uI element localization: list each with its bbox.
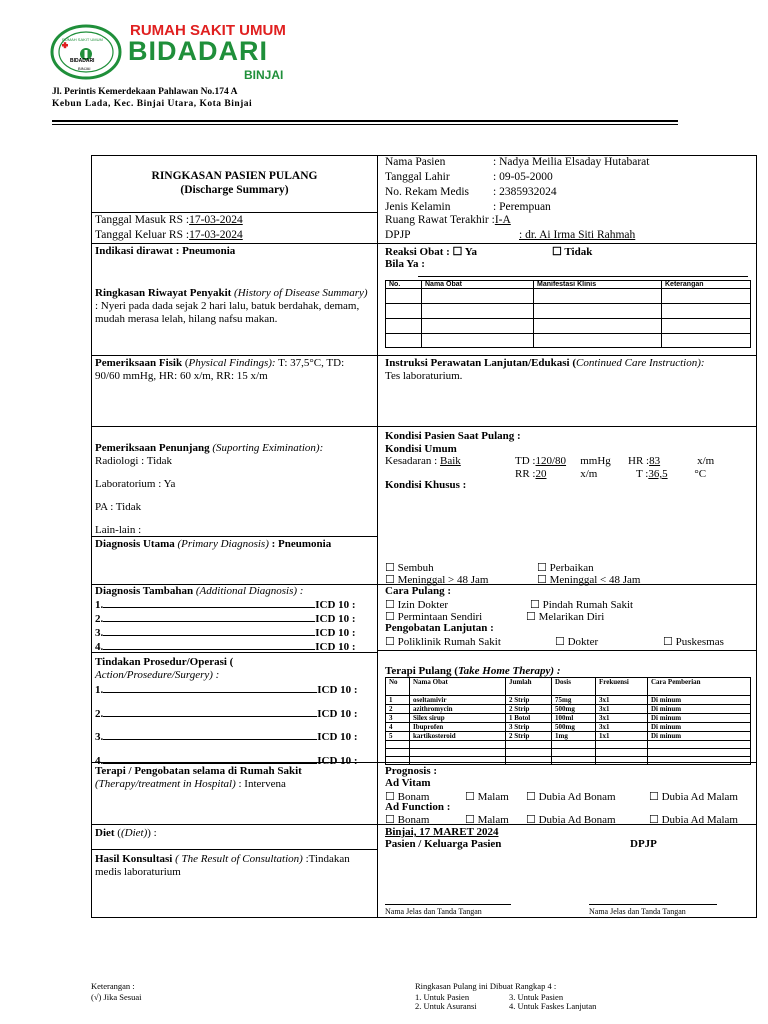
supporting-pa: PA : Tidak <box>95 501 142 513</box>
admit-date-value: 17-03-2024 <box>189 214 243 226</box>
vitam-bonam[interactable]: ☐ Bonam <box>385 791 430 803</box>
followup-clinic[interactable]: ☐ Poliklinik Rumah Sakit <box>385 636 501 648</box>
cell: 3 <box>386 714 410 723</box>
hr-label: HR : <box>628 455 650 467</box>
proc-row-num: 3. <box>95 731 104 743</box>
cell: 3x1 <box>596 705 648 714</box>
bp-label: TD : <box>515 455 536 467</box>
method-transfer[interactable]: ☐ Pindah Rumah Sakit <box>530 599 634 611</box>
sex-value: : Perempuan <box>493 201 551 213</box>
in-hospital-label-en: (Therapy/treatment in Hospital) <box>95 778 236 790</box>
cell: 75mg <box>552 696 596 705</box>
dx-row-num: 3. <box>95 627 104 639</box>
function-dubia-bonam[interactable]: ☐ Dubia Ad Bonam <box>526 814 616 826</box>
consult-value: :Tindakan medis laboraturium <box>95 853 350 878</box>
dx-row-num: 4. <box>95 641 104 653</box>
outcome-died-gt48[interactable]: ☐ Meninggal > 48 Jam <box>385 574 489 586</box>
table-row <box>386 732 751 741</box>
header-divider <box>52 120 678 122</box>
discharge-method-label: Cara Pulang : <box>385 585 451 597</box>
address-line1: Jl. Perintis Kemerdekaan Pahlawan No.174 A <box>52 87 238 97</box>
function-bonam[interactable]: ☐ Bonam <box>385 814 430 826</box>
history-label: Ringkasan Riwayat Penyakit <box>95 287 232 299</box>
consciousness-value: Baik <box>439 455 461 467</box>
th-col: No <box>386 678 410 696</box>
take-home-label-en: Take Home Therapy) : <box>457 665 561 677</box>
table-row <box>386 696 751 705</box>
room-value: I-A <box>494 214 511 226</box>
hr-unit: x/m <box>697 455 715 467</box>
sign-patient-caption: Nama Jelas dan Tanda Tangan <box>385 907 482 916</box>
supporting-label: Pemeriksaan Penunjang <box>95 442 210 454</box>
additional-dx-list <box>95 598 356 654</box>
cell: 2 <box>386 705 410 714</box>
diet-label: Diet <box>95 827 115 839</box>
rr-label: RR : <box>515 468 536 480</box>
supporting-radiology: Radiologi : Tidak <box>95 455 173 467</box>
outcome-died-lt48[interactable]: ☐ Meninggal < 48 Jam <box>537 574 641 586</box>
cell: 4 <box>386 723 410 732</box>
followup-puskesmas[interactable]: ☐ Puskesmas <box>663 636 724 648</box>
rr-value: 20 <box>535 468 547 480</box>
diet-colon: : <box>153 827 157 839</box>
vitam-dubia-malam[interactable]: ☐ Dubia Ad Malam <box>649 791 738 803</box>
sign-dpjp-label: DPJP <box>630 838 657 850</box>
method-own-request[interactable]: ☐ Permintaan Sendiri <box>385 611 483 623</box>
discharge-date-value: 17-03-2024 <box>189 229 243 241</box>
cell: Silex sirup <box>410 714 506 723</box>
th-col: Dosis <box>552 678 596 696</box>
function-malam[interactable]: ☐ Malam <box>465 814 509 826</box>
hr-value: 83 <box>649 455 661 467</box>
icd-label: ICD 10 : <box>317 754 358 767</box>
rule <box>377 650 757 651</box>
icd-label: ICD 10 : <box>315 613 356 625</box>
icd-label: ICD 10 : <box>315 599 356 611</box>
dpjp-label: DPJP <box>385 229 411 241</box>
dx-row-num: 2. <box>95 613 104 625</box>
additional-dx-label: Diagnosis Tambahan <box>95 585 194 597</box>
cell: 2 Strip <box>506 705 552 714</box>
cell: azithromycin <box>410 705 506 714</box>
logo-text-mid: BIDADARI <box>70 58 95 64</box>
drug-reaction-no[interactable]: ☐ Tidak <box>552 246 593 258</box>
th-col: Jumlah <box>506 678 552 696</box>
table-row <box>386 757 751 765</box>
rule <box>377 426 757 427</box>
cell: 1x1 <box>596 732 648 741</box>
address-line2: Kebun Lada, Kec. Binjai Utara, Kota Binjai <box>52 99 253 109</box>
dob-value: : 09-05-2000 <box>493 171 553 183</box>
cell: Di minum <box>648 705 751 714</box>
cell: 5 <box>386 732 410 741</box>
outcome-improved[interactable]: ☐ Perbaikan <box>537 562 594 574</box>
reaction-col-note: Keterangan <box>662 281 751 289</box>
instruction-value: Tes laboraturium. <box>385 370 463 382</box>
supporting-other: Lain-lain : <box>95 524 142 536</box>
method-doctor-permit[interactable]: ☐ Izin Dokter <box>385 599 449 611</box>
outcome-recovered[interactable]: ☐ Sembuh <box>385 562 434 574</box>
primary-dx-label: Diagnosis Utama <box>95 538 175 550</box>
diet-label-en: (Diet) <box>120 827 148 839</box>
footer-note-value: (√) Jika Sesuai <box>91 992 142 1002</box>
logo-text-top: RUMAH SAKIT UMUM <box>62 37 103 42</box>
discharge-date-label: Tanggal Keluar RS : <box>95 229 190 241</box>
rule <box>91 243 378 244</box>
vitam-dubia-bonam[interactable]: ☐ Dubia Ad Bonam <box>526 791 616 803</box>
icd-label: ICD 10 : <box>315 627 356 639</box>
patient-name-value: : Nadya Meilia Elsaday Hutabarat <box>493 156 650 168</box>
take-home-label: Terapi Pulang ( <box>385 665 458 677</box>
rule <box>91 355 757 356</box>
in-hospital-label: Terapi / Pengobatan selama di Rumah Sakit <box>95 765 302 777</box>
sign-place-date: Binjai, 17 MARET 2024 <box>385 826 499 838</box>
cell: Di minum <box>648 723 751 732</box>
icd-label: ICD 10 : <box>317 707 358 720</box>
th-col: Nama Obat <box>410 678 506 696</box>
table-row <box>386 714 751 723</box>
supporting-label-en: (Suporting Eximination): <box>212 442 324 454</box>
cell: oseltamivir <box>410 696 506 705</box>
footer-copy-2: 2. Untuk Asuransi <box>415 1001 477 1011</box>
rr-unit: x/m <box>580 468 598 480</box>
table-row <box>386 304 751 319</box>
history-label-en: (History of Disease Summary) <box>234 287 368 299</box>
footer-copy-3: 3. Untuk Pasien <box>509 992 564 1002</box>
history-value: : Nyeri pada dada sejak 2 hari lalu, batuk berdahak, demam, mudah merasa lelah, hilang nafsu makan. <box>95 300 360 325</box>
condition-title: Kondisi Pasien Saat Pulang : <box>385 430 521 442</box>
drug-reaction-ifyes: Bila Ya : <box>385 258 425 270</box>
procedure-list <box>95 679 358 773</box>
take-home-table <box>385 677 751 765</box>
drug-reaction-yes[interactable]: ☐ Ya <box>452 246 477 258</box>
reaction-col-no: No. <box>386 281 422 289</box>
cell: 3x1 <box>596 723 648 732</box>
function-dubia-malam[interactable]: ☐ Dubia Ad Malam <box>649 814 738 826</box>
vitam-malam[interactable]: ☐ Malam <box>465 791 509 803</box>
instruction-label: Instruksi Perawatan Lanjutan/Edukasi ( <box>385 357 577 369</box>
procedure-label-en: Action/Prosedure/Surgery) : <box>95 669 220 681</box>
additional-dx-label-en: (Additional Diagnosis) : <box>195 585 304 597</box>
cell: 2 Strip <box>506 732 552 741</box>
prognosis-function: Ad Function : <box>385 801 451 813</box>
proc-row-num: 4. <box>95 754 104 767</box>
procedure-label: Tindakan Prosedur/Operasi ( <box>95 656 234 668</box>
reaction-table <box>385 280 751 348</box>
sex-label: Jenis Kelamin <box>385 201 451 213</box>
th-col: Frekuensi <box>596 678 648 696</box>
cell: 500mg <box>552 723 596 732</box>
temp-label: T : <box>636 468 649 480</box>
table-row <box>386 334 751 348</box>
rule <box>91 426 378 427</box>
hospital-name-line1: RUMAH SAKIT UMUM <box>130 22 286 39</box>
indication-value: Pneumonia <box>182 245 236 257</box>
dx-row-num: 1. <box>95 599 104 611</box>
cell: 1mg <box>552 732 596 741</box>
primary-dx-label-en: (Primary Diagnosis) <box>177 538 269 550</box>
cell: kartikosteroid <box>410 732 506 741</box>
sign-patient-label: Pasien / Keluarga Pasien <box>385 838 502 850</box>
cell: 3x1 <box>596 714 648 723</box>
patient-name-label: Nama Pasien <box>385 156 446 168</box>
cell: 3x1 <box>596 696 648 705</box>
reaction-col-drug: Nama Obat <box>422 281 534 289</box>
cell: 1 Botol <box>506 714 552 723</box>
physical-label: Pemeriksaan Fisik <box>95 357 183 369</box>
reaction-col-manifest: Manifestasi Klinis <box>534 281 662 289</box>
table-row <box>386 723 751 732</box>
admit-date-label: Tanggal Masuk RS : <box>95 214 190 226</box>
temp-value: 36,5 <box>648 468 668 480</box>
hospital-name-line3: BINJAI <box>244 68 284 82</box>
dob-label: Tanggal Lahir <box>385 171 450 183</box>
footer-copies-label: Ringkasan Pulang ini Dibuat Rangkap 4 : <box>415 981 557 991</box>
in-hospital-value: : Intervena <box>238 778 286 790</box>
table-header-row <box>386 678 751 696</box>
header-divider-thin <box>52 124 678 125</box>
form-subtitle: (Discharge Summary) <box>180 184 289 196</box>
dpjp-value: : dr. Ai Irma Siti Rahmah <box>519 229 636 241</box>
prognosis-vitam: Ad Vitam <box>385 777 431 789</box>
table-row <box>386 741 751 749</box>
cell: Di minum <box>648 714 751 723</box>
supporting-lab: Laboratorium : Ya <box>95 478 176 490</box>
bp-value: 120/80 <box>535 455 567 467</box>
drug-reaction-label: Reaksi Obat : <box>385 246 450 258</box>
rule <box>91 849 378 850</box>
footer-note-label: Keterangan : <box>91 981 135 991</box>
cell: 3 Strip <box>506 723 552 732</box>
cell: 100ml <box>552 714 596 723</box>
cell: Di minum <box>648 696 751 705</box>
table-row <box>386 705 751 714</box>
hospital-name-line2: BIDADARI <box>128 36 268 66</box>
bp-unit: mmHg <box>580 455 611 467</box>
temp-unit: °C <box>694 468 707 480</box>
proc-row-num: 1. <box>95 684 104 696</box>
icd-label: ICD 10 : <box>317 684 358 696</box>
footer-copy-1: 1. Untuk Pasien <box>415 992 470 1002</box>
icd-label: ICD 10 : <box>315 641 356 653</box>
physical-value: T: 37,5°C, TD: 90/60 mmHg, HR: 60 x/m, RR: 15 x/m <box>95 357 345 382</box>
function-options <box>385 813 755 826</box>
condition-special: Kondisi Khusus : <box>385 479 467 491</box>
cell: Ibuprofen <box>410 723 506 732</box>
table-row <box>386 289 751 304</box>
table-row <box>386 749 751 757</box>
consciousness-label: Kesadaran : <box>385 455 438 467</box>
prognosis-label: Prognosis : <box>385 765 438 777</box>
logo-text-bot: BINJAI <box>78 66 91 71</box>
cell: 1 <box>386 696 410 705</box>
proc-row-num: 2. <box>95 707 104 720</box>
followup-label: Pengobatan Lanjutan : <box>385 622 494 634</box>
footer-copy-4: 4. Untuk Faskes Lanjutan <box>509 1001 597 1011</box>
cell: 2 Strip <box>506 696 552 705</box>
method-escaped[interactable]: ☐ Melarikan Diri <box>526 611 605 623</box>
form-title: RINGKASAN PASIEN PULANG <box>151 170 318 182</box>
mrn-value: : 2385932024 <box>493 186 557 198</box>
cell: 500mg <box>552 705 596 714</box>
physical-label-en: Physical Findings): <box>188 357 276 369</box>
patient-info <box>385 155 649 215</box>
icd-label: ICD 10 : <box>317 731 358 743</box>
signature-line <box>385 904 511 905</box>
rule <box>377 243 757 244</box>
table-row <box>386 319 751 334</box>
signature-line <box>589 904 717 905</box>
room-label: Ruang Rawat Terakhir : <box>385 214 495 226</box>
condition-general: Kondisi Umum <box>385 443 457 455</box>
consult-label-en: ( The Result of Consultation) <box>175 853 303 865</box>
instruction-label-en: Continued Care Instruction): <box>576 357 705 369</box>
primary-dx-value: : Pneumonia <box>271 538 332 550</box>
indication-label: Indikasi dirawat : <box>95 245 180 257</box>
followup-doctor[interactable]: ☐ Dokter <box>555 636 599 648</box>
th-col: Cara Pemberian <box>648 678 751 696</box>
mrn-label: No. Rekam Medis <box>385 186 470 198</box>
rule <box>418 276 748 277</box>
sign-dpjp-caption: Nama Jelas dan Tanda Tangan <box>589 907 686 916</box>
cell: Di minum <box>648 732 751 741</box>
table-header-row <box>386 281 751 289</box>
hospital-logo <box>50 24 122 80</box>
consult-label: Hasil Konsultasi <box>95 853 173 865</box>
